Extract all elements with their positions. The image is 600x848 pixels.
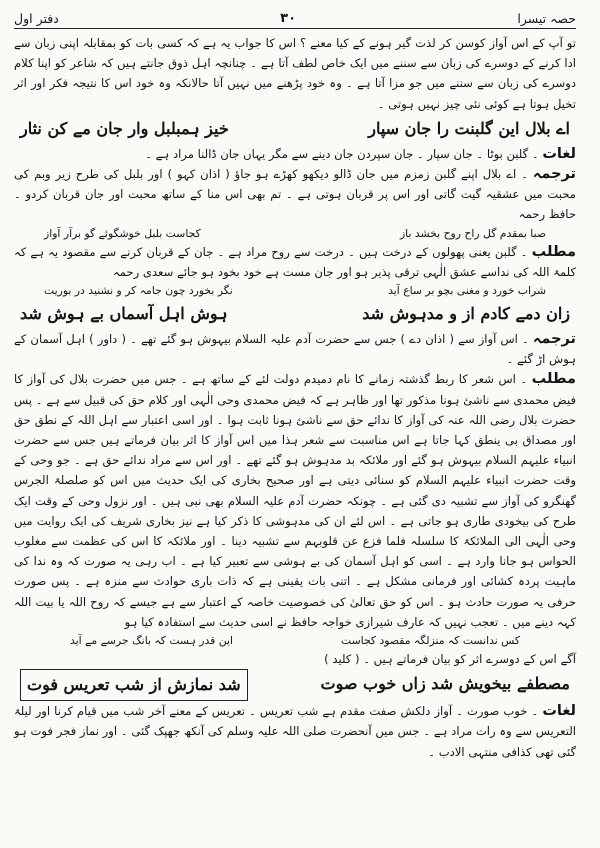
page-header (14, 4, 576, 26)
paragraph-lughat-2 (14, 701, 576, 762)
verse-4-right: زان دمے کادم از و مدہوش شد (362, 304, 570, 324)
paragraph-matlab-1-text: ۔ گلبن یعنی پھولوں کے درخت ہیں ۔ درخت سے روح مراد ہے ۔ جان کے قربان کرنے سے مقصود یہ ہے کہ کلمۃ اللہ کی نداسے عشق الٰہی ترقی پذیر ہو اور جان مست ہے خود بخود ہو جائے سعدی رحمہ (14, 244, 576, 279)
verse-2-right: صبا بمقدم گل راح روح بخشد باز (399, 226, 546, 240)
verse-6 (14, 669, 576, 701)
paragraph-matlab-2 (14, 369, 576, 632)
label-lughat-2: لغات (542, 703, 576, 720)
verse-5-left: این قدر ہست کہ بانگ جرسے مے آید (69, 634, 234, 648)
label-matlab: مطلب (531, 243, 576, 260)
paragraph-tarjuma-2-text: ۔ اس آواز سے ( اذان دے ) جس سے حضرت آدم علیہ السلام بیہوش ہو گئے تھے ۔ ( داور ) اہل آسمان کے ہوش اڑ گئے ۔ (14, 332, 576, 367)
verse-2 (14, 225, 576, 242)
verse-3 (14, 282, 576, 299)
verse-1-right: اے بلال این گلبنت را جان سپار (368, 118, 570, 138)
verse-4 (14, 299, 576, 329)
verse-3-right: شراب خورد و مغنی بچو بر ساع آید (388, 284, 546, 298)
paragraph-matlab-2-text: ۔ اس شعر کا ربط گذشتہ زمانے کا نام دمیدم دولت لئے کے ساتھ ہے ۔ جس میں حضرت بلال کی آواز کا فیض محمدی سے ناشئ ہونا مذکور تھا اور ظاہر ہے کہ فیض محمدی وحی الٰہی اور کلام حق کی قبیل سے ہے ۔ پس حضرت بلال رضی اللہ عنہ کی آواز کا ندائے حق سے ناشئ ہونا ثابت ہوا ۔ اور اسی اعتبار سے اہل اللہ کے نطق حق اور مصداق بی ینطق کہا جاتا ہے اس مناسبت سے شعر ہذا میں اس آواز کا اثر بیان فرماتے ہیں جس سے حضرت انبیاء علیہم السلام بیہوش ہو گئے اور ملائکہ بد مدہوش ہو گئے تھے ۔ اور اس سے مراد ندائے حق ہے ۔ جو وحی کے وقت حضرت انبیاء علیہم السلام کو سنائی دیتی ہے اور صحیح بخاری کی ایک حدیث میں اس کو صلصلۃ الجرس گھنگرو کی آواز سے تشبیہ دی گئی ہے ۔ چونکہ حضرت آدم علیہ السلام بھی نبی ہیں ۔ اور نزول وحی کے وقت ایک طرح کی بیخودی طاری ہو جاتی ہے ۔ اس لئے ان کی مدہوشی کا ذکر کیا ہے نیز بخاری شریف کی ایک روایت میں وحی الٰہی الی الملائکۃ کا سلسلہ فلما فزع عن قلوبہم سے تشبیہ دینا ۔ اور ملائکہ کا اس کی عظمت سے مغلوب الحواس ہو جانا وارد ہے ۔ اسی کو اہل آسمان کی بے ہوشی سے تعبیر کیا ہے ۔ اب رہی یہ صورت کہ وہ ندا کی ماہیت پردہ کشائی اور فرمانی مشکل ہے ۔ اتنی بات یقینی ہے کہ ذات باری حوادث سے منزہ ہے ۔ پس صورت حرفی یہ صورت حادث ہو ۔ اس کو حق تعالیٰ کی خصوصیت خاصہ کے اعتبار سے ہے جیسے کہ روح اللہ یا بیت اللہ کہہ دینے میں ۔ تعجب نہیں کہ عارف شیرازی خواجہ حافظ نے اسی حدیث سے استفادہ کیا ہو (14, 372, 577, 629)
paragraph-tarjuma-1-text: ۔ اے بلال اپنے گلبن زمزم میں جان ڈالو دیکھو کھڑے ہو جاؤ ( اذان کہو ) اور بلبل کی طرح زیر وبم کی محبت میں عشقیہ گیت گاتی اور اس پر قربان ہوتی ہے ۔ تم بھی اس منا کے ساتھ محبت اور جان قربان کردو ۔ حافظ رحمہ (14, 167, 576, 222)
paragraph-lughat-1 (14, 144, 576, 164)
label-tarjuma: ترجمہ (532, 166, 576, 183)
paragraph-lughat-2-text: ۔ خوب صورت ۔ آواز دلکش صفت مقدم ہے شب تعریس ۔ تعریس کے معنے آخر شب میں قیام کرنا اور لیلۃ التعریس سے وہ رات مراد ہے ۔ جس میں آنحضرت صلی اللہ علیہ وسلم کی آنکھ جھپک گئی ۔ اور نماز فجر فوت ہو گئی تھی کذافی منتہی الادب ۔ (14, 704, 576, 759)
label-lughat: لغات (542, 145, 576, 162)
paragraph-intro: تو آپ کے اس آواز کوسن کر لذت گیر ہونے کے کیا معنے ؟ اس کا جواب یہ ہے کہ کسی بات کو بمقابلہ اپنی زبان سے ادا کرنے کے دوسرے کی زبان سے سننے میں ایک خاص لطف آتا ہے ۔ چنانچہ اہل ذوق جانتے ہیں کہ شاعر کو اپنا کلام دوسرے کی زبان سے سننے میں جو مزا آتا ہے ۔ وہ خود پڑھنے میں نہیں آتا حالانکہ وہ خود اس کا نتیجہ فکر اور اثر تخیل ہوتا ہے کوئی نئی چیز نہیں ہوتی ۔ (14, 36, 576, 111)
verse-6-left-boxed: شد نمازش از شب تعریس فوت (20, 669, 248, 701)
verse-1-left: خیز ہمبلبل وار جان مے کن نثار (20, 118, 229, 138)
verse-5 (14, 632, 576, 649)
verse-6-right: مصطفے بیخویش شد زاں خوب صوت (320, 674, 570, 694)
verse-5-right: کس ندانست کہ منزلگہ مقصود کجاست (341, 634, 521, 648)
verse-1 (14, 114, 576, 144)
paragraph-tarjuma-2 (14, 329, 576, 369)
label-matlab-2: مطلب (531, 371, 576, 388)
verse-3-left: نگر بخورد چون جامہ کر و نشنید در بوریت (44, 284, 233, 298)
page-number: ۳۰ (280, 11, 297, 26)
header-left-title: دفتر اول (14, 11, 59, 26)
page-body (14, 33, 576, 762)
paragraph-tarjuma-1 (14, 164, 576, 225)
paragraph-matlab-1 (14, 242, 576, 282)
header-rule (14, 28, 576, 29)
label-tarjuma-2: ترجمہ (532, 331, 576, 348)
header-right-title: حصہ تیسرا (517, 11, 576, 26)
verse-2-left: کجاست بلبل خوشگوئے گو برآر آواز (44, 226, 201, 240)
verse-4-left: ہوش اہل آسماں بے ہوش شد (20, 304, 228, 324)
paragraph-lughat-1-text: ۔ گلبن بوٹا ۔ جان سپار ۔ جان سپردن جان دینے سے مگر یہاں جان ڈالنا مراد ہے ۔ (145, 146, 543, 161)
paragraph-agay: آگے اس کے دوسرے اثر کو بیان فرماتے ہیں ۔ ( کلید ) (324, 652, 576, 667)
